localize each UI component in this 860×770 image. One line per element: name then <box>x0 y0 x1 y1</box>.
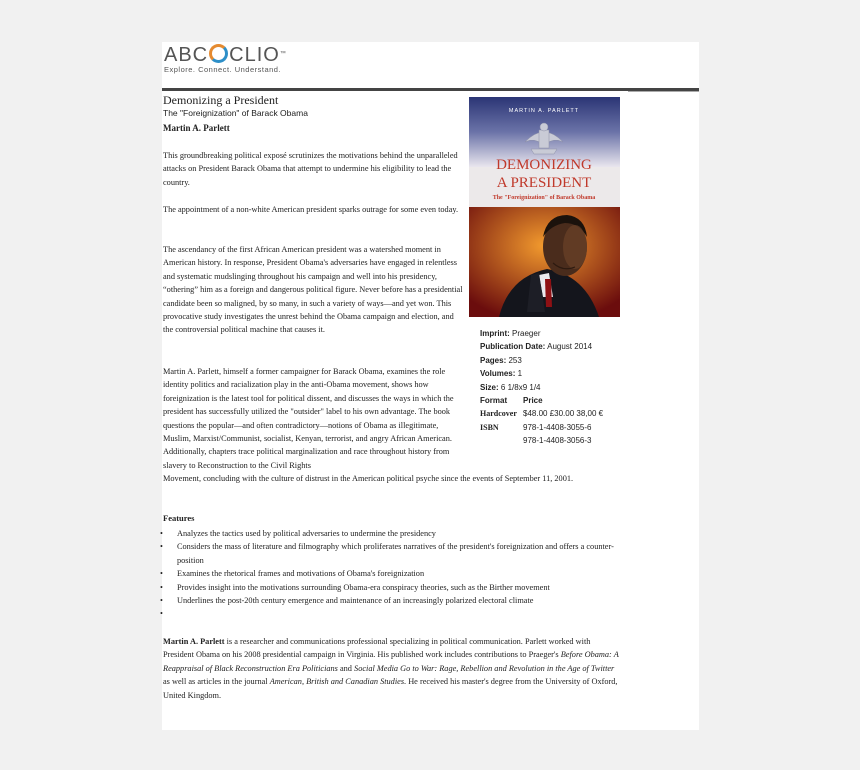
logo-tagline: Explore. Connect. Understand. <box>164 65 282 74</box>
bullet-icon: • <box>160 529 163 538</box>
format-isbn-row-2: 978-1-4408-3056-3 <box>523 436 592 446</box>
book-cover-image <box>469 97 620 317</box>
bullet-icon: • <box>160 582 163 592</box>
features-heading: Features <box>163 513 195 523</box>
format-price-table <box>480 394 603 448</box>
bullet-icon: • <box>160 542 163 552</box>
format-header-row: Format Price <box>480 396 543 405</box>
format-isbn-row: ISBN 978-1-4408-3055-6 <box>480 422 592 432</box>
logo-wordmark: ABC CLIO™ <box>164 44 287 66</box>
header-divider <box>162 88 699 91</box>
meta-pages: Pages: 253 <box>480 355 522 365</box>
abc-clio-logo <box>164 44 287 74</box>
cover-title-line2: A PRESIDENT <box>496 175 592 191</box>
format-hardcover-row: Hardcover $48.00 £30.00 38,00 € <box>480 409 604 419</box>
list-item: • Considers the mass of literature and filmography which proliferates narratives of the president's foreignization and offers a counter-position <box>160 542 614 565</box>
cover-title-line1: DEMONIZING <box>496 157 592 173</box>
description-paragraph-4: Martin A. Parlett, himself a former campaigner for Barack Obama, examines the role identity politics and racialization play in the anti-Obama movement, shows how foreignization is the latest tool for political dissent, and discusses the ways in which the president has successfully utilized the "outsider" label to his own advantage. The book questions the popular—and often contradictory—notions of Obama as illegitimate, Muslim, Marxist/Communist, socialist, Kenyan, terrorist, and angry African American. Additionally, chapters trace political marginalization and race throughout history from slavery to Reconstruction to the Civil Rights <box>163 367 454 470</box>
list-item: • Analyzes the tactics used by political adversaries to undermine the presidency <box>160 527 630 540</box>
bullet-icon: • <box>160 596 163 606</box>
description-paragraph-4-end: Movement, concluding with the culture of distrust in the American political psyche since the events of September 11, 2001. <box>163 474 574 483</box>
description-paragraph-3: The ascendancy of the first African American president was a watershed moment in American history. In response, President Obama's adversaries have engaged in relentless and systematic mudslinging throughout his campaign and well into his presidency, “othering” him as a foreign and dangerous political figure. Never before has a presidential candidate been so maligned, by so many, in such a variety of ways—and yet won. This provocative study investigates the unrest behind the Obama campaign and election, and the controversial political machine that causes it. <box>163 245 463 335</box>
book-author: Martin A. Parlett <box>163 123 230 133</box>
meta-volumes: Volumes: 1 <box>480 369 523 379</box>
header-divider-thin <box>628 91 699 92</box>
list-item: • Underlines the post-20th century emergence and maintenance of an increasingly polarized electoral climate <box>160 594 630 607</box>
book-subtitle: The "Foreignization" of Barack Obama <box>163 108 308 118</box>
description-paragraph-2: The appointment of a non-white American president sparks outrage for some even today. <box>163 205 459 214</box>
meta-pubdate: Publication Date: August 2014 <box>480 342 593 352</box>
book-cover-art <box>469 97 620 317</box>
list-item <box>160 607 630 620</box>
author-bio: Martin A. Parlett is a researcher and communications professional specializing in political communication. Parlett worked with President Obama on his 2008 presidential campaign in Virginia. His published work includes contributions to Praeger's Before Obama: A Reappraisal of Black Reconstruction Era Politicians and Social Media Go to War: Rage, Rebellion and Revolution in the Age of Twitter as well as articles in the journal American, British and Canadian Studies. He received his master's degree from the University of Oxford, United Kingdom. <box>163 637 619 700</box>
logo-circle-icon <box>209 44 228 63</box>
cover-author: MARTIN A. PARLETT <box>508 108 580 114</box>
book-title: Demonizing a President <box>163 93 279 107</box>
features-list <box>160 527 630 621</box>
list-item: • Provides insight into the motivations surrounding Obama-era conspiracy theories, such as the Birther movement <box>160 581 630 594</box>
list-item: • Examines the rhetorical frames and motivations of Obama's foreignization <box>160 567 630 580</box>
book-metadata <box>480 327 592 394</box>
meta-size: Size: 6 1/8x9 1/4 <box>480 382 541 392</box>
bullet-icon: • <box>160 609 163 619</box>
bullet-icon: • <box>160 569 163 579</box>
cover-subtitle: The "Foreignization" of Barack Obama <box>492 195 596 201</box>
description-paragraph-1: This groundbreaking political exposé scrutinizes the motivations behind the unparalleled attacks on President Barack Obama that attempt to undermine his eligibility to lead the country. <box>163 151 458 187</box>
meta-imprint: Imprint: Praeger <box>480 329 541 338</box>
